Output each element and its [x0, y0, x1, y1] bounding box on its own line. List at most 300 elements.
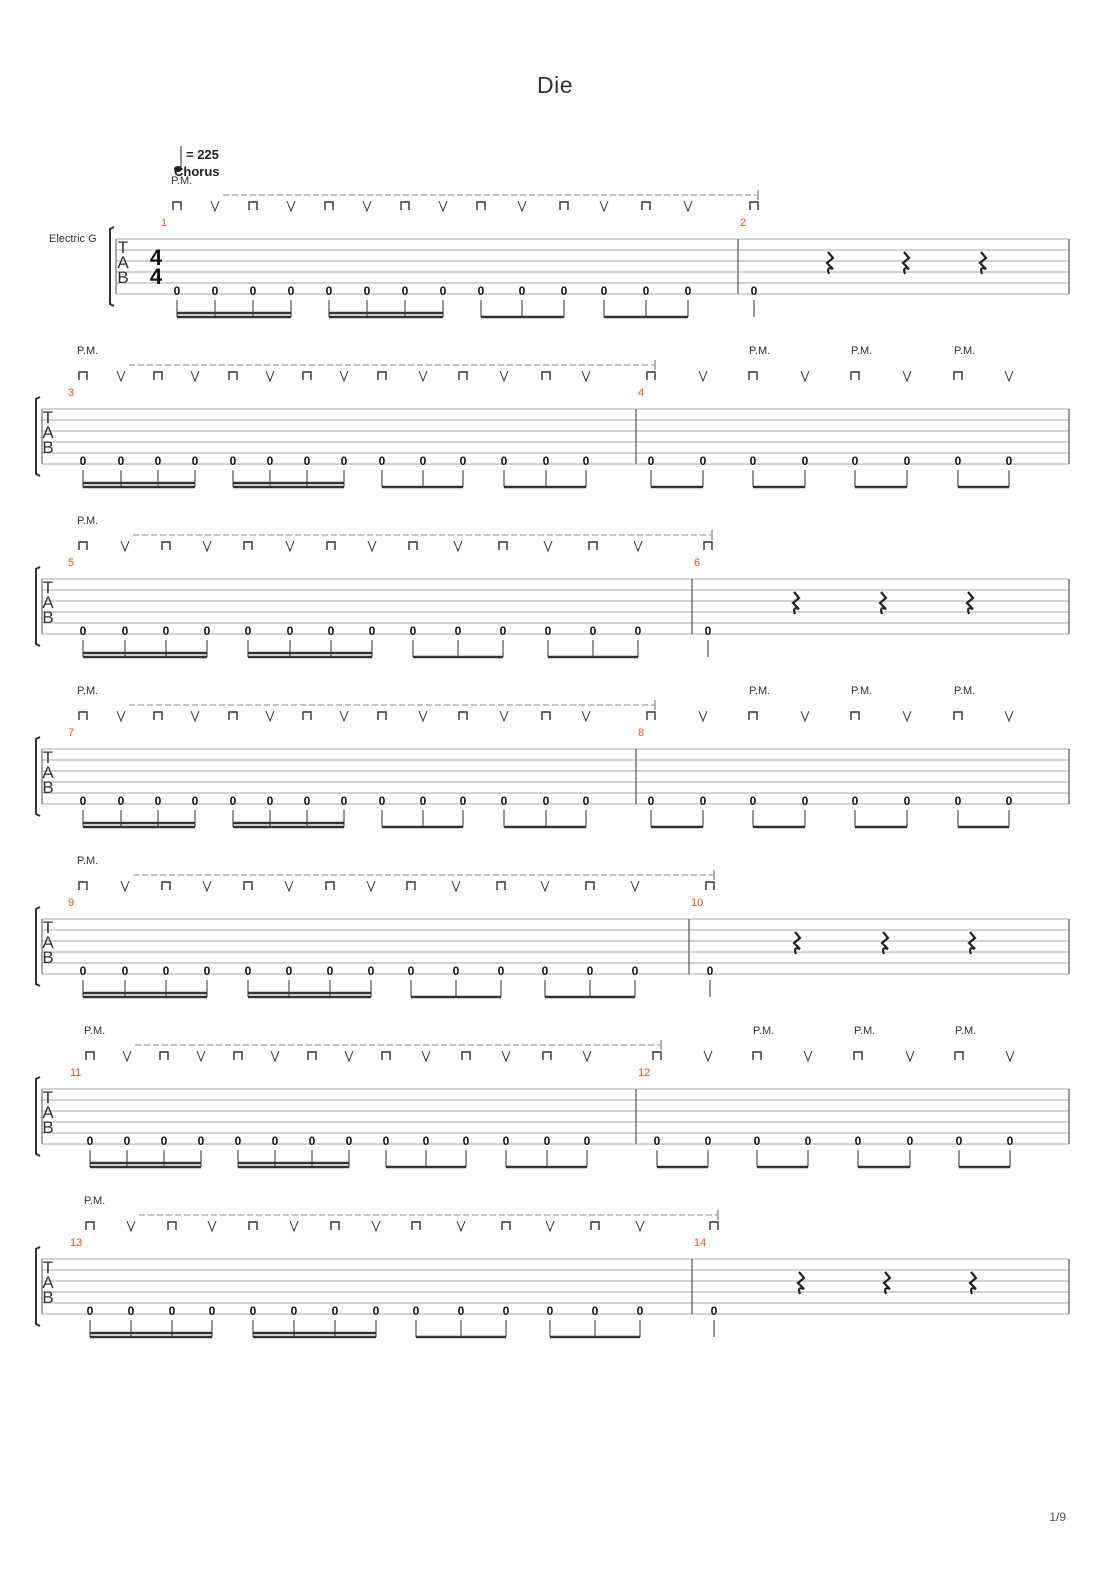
fret-number: 0 — [266, 454, 274, 468]
downstroke-icon — [79, 542, 87, 550]
system-bracket — [36, 737, 40, 816]
fret-number: 0 — [582, 794, 590, 808]
upstroke-icon — [340, 711, 348, 721]
fret-number: 0 — [854, 1134, 862, 1148]
upstroke-icon — [419, 711, 427, 721]
downstroke-icon — [401, 202, 409, 210]
fret-number: 0 — [419, 454, 427, 468]
fret-number: 0 — [636, 1304, 644, 1318]
fret-number: 0 — [801, 454, 809, 468]
quarter-rest-icon — [794, 932, 800, 954]
tab-clef-letter: B — [42, 948, 54, 967]
measure-number: 14 — [694, 1237, 707, 1249]
fret-number: 0 — [303, 454, 311, 468]
system-bracket — [36, 567, 40, 646]
fret-number: 0 — [160, 1134, 168, 1148]
fret-number: 0 — [954, 454, 962, 468]
upstroke-icon — [582, 711, 590, 721]
fret-number: 0 — [499, 624, 507, 638]
downstroke-icon — [154, 712, 162, 720]
downstroke-icon — [954, 712, 962, 720]
tab-clef-letter: T — [42, 918, 54, 937]
tab-clef-letter: T — [117, 238, 129, 257]
quarter-rest-icon — [980, 252, 986, 274]
fret-number: 0 — [197, 1134, 205, 1148]
upstroke-icon — [801, 371, 809, 381]
upstroke-icon — [699, 711, 707, 721]
fret-number: 0 — [422, 1134, 430, 1148]
downstroke-icon — [168, 1222, 176, 1230]
fret-number: 0 — [634, 624, 642, 638]
downstroke-icon — [162, 542, 170, 550]
fret-number: 0 — [851, 454, 859, 468]
fret-number: 0 — [749, 454, 757, 468]
fret-number: 0 — [750, 284, 758, 298]
downstroke-icon — [378, 372, 386, 380]
tab-clef-letter: B — [42, 1288, 54, 1307]
tab-clef-letter: A — [42, 933, 54, 952]
upstroke-icon — [546, 1221, 554, 1231]
fret-number: 0 — [368, 624, 376, 638]
upstroke-icon — [191, 711, 199, 721]
tab-clef-letter: B — [42, 778, 54, 797]
fret-number: 0 — [345, 1134, 353, 1148]
palm-mute-label: P.M. — [749, 345, 771, 357]
fret-number: 0 — [546, 1304, 554, 1318]
fret-number: 0 — [287, 284, 295, 298]
fret-number: 0 — [500, 794, 508, 808]
upstroke-icon — [1005, 711, 1013, 721]
fret-number: 0 — [462, 1134, 470, 1148]
fret-number: 0 — [401, 284, 409, 298]
palm-mute-label: P.M. — [954, 685, 976, 697]
measure-number: 8 — [638, 727, 645, 739]
fret-number: 0 — [699, 454, 707, 468]
measure-number: 11 — [70, 1067, 82, 1079]
downstroke-icon — [851, 372, 859, 380]
fret-number: 0 — [710, 1304, 718, 1318]
fret-number: 0 — [502, 1304, 510, 1318]
fret-number: 0 — [162, 964, 170, 978]
system-bracket — [36, 397, 40, 476]
fret-number: 0 — [704, 1134, 712, 1148]
upstroke-icon — [452, 881, 460, 891]
upstroke-icon — [127, 1221, 135, 1231]
tab-clef-letter: T — [42, 1258, 54, 1277]
fret-number: 0 — [229, 454, 237, 468]
upstroke-icon — [906, 1051, 914, 1061]
fret-number: 0 — [208, 1304, 216, 1318]
palm-mute-label: P.M. — [77, 515, 99, 527]
fret-number: 0 — [86, 1134, 94, 1148]
upstroke-icon — [191, 371, 199, 381]
fret-number: 0 — [906, 1134, 914, 1148]
tab-clef-letter: T — [42, 408, 54, 427]
fret-number: 0 — [127, 1304, 135, 1318]
fret-number: 0 — [327, 624, 335, 638]
tab-clef-letter: B — [42, 1118, 54, 1137]
measure-number: 6 — [694, 557, 701, 569]
downstroke-icon — [647, 712, 655, 720]
fret-number: 0 — [340, 794, 348, 808]
upstroke-icon — [363, 201, 371, 211]
upstroke-icon — [208, 1221, 216, 1231]
fret-number: 0 — [162, 624, 170, 638]
downstroke-icon — [749, 372, 757, 380]
measure-number: 12 — [638, 1067, 651, 1079]
tempo-marking: = 225 — [186, 147, 219, 162]
downstroke-icon — [653, 1052, 661, 1060]
fret-number: 0 — [121, 964, 129, 978]
section-marker: Chorus — [174, 164, 220, 179]
fret-number: 0 — [325, 284, 333, 298]
downstroke-icon — [542, 372, 550, 380]
system-bracket — [36, 907, 40, 986]
downstroke-icon — [586, 882, 594, 890]
fret-number: 0 — [407, 964, 415, 978]
fret-number: 0 — [173, 284, 181, 298]
downstroke-icon — [378, 712, 386, 720]
fret-number: 0 — [286, 624, 294, 638]
fret-number: 0 — [372, 1304, 380, 1318]
upstroke-icon — [903, 371, 911, 381]
palm-mute-label: P.M. — [753, 1025, 775, 1037]
fret-number: 0 — [1006, 1134, 1014, 1148]
fret-number: 0 — [331, 1304, 339, 1318]
fret-number: 0 — [583, 1134, 591, 1148]
upstroke-icon — [636, 1221, 644, 1231]
fret-number: 0 — [497, 964, 505, 978]
downstroke-icon — [326, 882, 334, 890]
fret-number: 0 — [79, 454, 87, 468]
downstroke-icon — [327, 542, 335, 550]
palm-mute-label: P.M. — [954, 345, 976, 357]
quarter-rest-icon — [880, 592, 886, 614]
fret-number: 0 — [271, 1134, 279, 1148]
downstroke-icon — [750, 202, 758, 210]
measure-number: 10 — [691, 897, 704, 909]
tab-clef-letter: T — [42, 1088, 54, 1107]
fret-number: 0 — [706, 964, 714, 978]
downstroke-icon — [79, 882, 87, 890]
upstroke-icon — [271, 1051, 279, 1061]
tab-clef-letter: B — [117, 268, 129, 287]
fret-number: 0 — [589, 624, 597, 638]
fret-number: 0 — [459, 794, 467, 808]
fret-number: 0 — [378, 454, 386, 468]
downstroke-icon — [704, 542, 712, 550]
quarter-rest-icon — [970, 1272, 976, 1294]
time-signature-numerator: 4 — [149, 245, 163, 270]
fret-number: 0 — [804, 1134, 812, 1148]
palm-mute-label: P.M. — [84, 1195, 106, 1207]
downstroke-icon — [303, 712, 311, 720]
fret-number: 0 — [582, 454, 590, 468]
fret-number: 0 — [191, 794, 199, 808]
tab-clef-letter: A — [42, 593, 54, 612]
downstroke-icon — [331, 1222, 339, 1230]
fret-number: 0 — [340, 454, 348, 468]
fret-number: 0 — [753, 1134, 761, 1148]
fret-number: 0 — [367, 964, 375, 978]
downstroke-icon — [854, 1052, 862, 1060]
downstroke-icon — [497, 882, 505, 890]
upstroke-icon — [117, 711, 125, 721]
instrument-name: Electric G — [49, 233, 97, 245]
fret-number: 0 — [266, 794, 274, 808]
tab-clef-letter: A — [117, 253, 129, 272]
fret-number: 0 — [363, 284, 371, 298]
downstroke-icon — [589, 542, 597, 550]
fret-number: 0 — [168, 1304, 176, 1318]
quarter-rest-icon — [793, 592, 799, 614]
downstroke-icon — [706, 882, 714, 890]
downstroke-icon — [244, 882, 252, 890]
upstroke-icon — [634, 541, 642, 551]
fret-number: 0 — [378, 794, 386, 808]
fret-number: 0 — [542, 794, 550, 808]
fret-number: 0 — [121, 624, 129, 638]
fret-number: 0 — [229, 794, 237, 808]
fret-number: 0 — [647, 794, 655, 808]
upstroke-icon — [422, 1051, 430, 1061]
fret-number: 0 — [382, 1134, 390, 1148]
upstroke-icon — [367, 881, 375, 891]
palm-mute-label: P.M. — [77, 855, 99, 867]
upstroke-icon — [290, 1221, 298, 1231]
fret-number: 0 — [642, 284, 650, 298]
upstroke-icon — [600, 201, 608, 211]
downstroke-icon — [86, 1222, 94, 1230]
downstroke-icon — [459, 372, 467, 380]
fret-number: 0 — [79, 964, 87, 978]
tab-clef-letter: T — [42, 748, 54, 767]
downstroke-icon — [173, 202, 181, 210]
measure-number: 9 — [68, 897, 75, 909]
fret-number: 0 — [500, 454, 508, 468]
upstroke-icon — [287, 201, 295, 211]
downstroke-icon — [162, 882, 170, 890]
upstroke-icon — [582, 371, 590, 381]
fret-number: 0 — [684, 284, 692, 298]
palm-mute-label: P.M. — [854, 1025, 876, 1037]
upstroke-icon — [439, 201, 447, 211]
downstroke-icon — [642, 202, 650, 210]
upstroke-icon — [368, 541, 376, 551]
fret-number: 0 — [518, 284, 526, 298]
upstroke-icon — [502, 1051, 510, 1061]
upstroke-icon — [500, 711, 508, 721]
upstroke-icon — [454, 541, 462, 551]
fret-number: 0 — [123, 1134, 131, 1148]
fret-number: 0 — [86, 1304, 94, 1318]
fret-number: 0 — [79, 794, 87, 808]
palm-mute-label: P.M. — [955, 1025, 977, 1037]
fret-number: 0 — [409, 624, 417, 638]
tab-clef-letter: B — [42, 438, 54, 457]
tab-clef-letter: A — [42, 763, 54, 782]
upstroke-icon — [121, 881, 129, 891]
upstroke-icon — [203, 541, 211, 551]
upstroke-icon — [123, 1051, 131, 1061]
downstroke-icon — [647, 372, 655, 380]
system-bracket — [36, 1077, 40, 1156]
quarter-rest-icon — [827, 252, 833, 274]
downstroke-icon — [502, 1222, 510, 1230]
time-signature-denominator: 4 — [149, 264, 163, 289]
downstroke-icon — [412, 1222, 420, 1230]
fret-number: 0 — [203, 964, 211, 978]
tab-clef-letter: B — [42, 608, 54, 627]
fret-number: 0 — [544, 624, 552, 638]
fret-number: 0 — [1005, 794, 1013, 808]
upstroke-icon — [197, 1051, 205, 1061]
measure-number: 5 — [68, 557, 75, 569]
downstroke-icon — [154, 372, 162, 380]
upstroke-icon — [285, 881, 293, 891]
downstroke-icon — [851, 712, 859, 720]
fret-number: 0 — [234, 1134, 242, 1148]
upstroke-icon — [345, 1051, 353, 1061]
quarter-rest-icon — [798, 1272, 804, 1294]
downstroke-icon — [303, 372, 311, 380]
fret-number: 0 — [419, 794, 427, 808]
palm-mute-label: P.M. — [171, 175, 193, 187]
downstroke-icon — [459, 712, 467, 720]
fret-number: 0 — [457, 1304, 465, 1318]
upstroke-icon — [804, 1051, 812, 1061]
downstroke-icon — [955, 1052, 963, 1060]
fret-number: 0 — [699, 794, 707, 808]
fret-number: 0 — [290, 1304, 298, 1318]
upstroke-icon — [457, 1221, 465, 1231]
tab-clef-letter: A — [42, 1273, 54, 1292]
system-bracket — [36, 1247, 40, 1326]
quarter-rest-icon — [967, 592, 973, 614]
palm-mute-label: P.M. — [851, 345, 873, 357]
measure-number: 1 — [161, 217, 168, 229]
fret-number: 0 — [477, 284, 485, 298]
upstroke-icon — [340, 371, 348, 381]
downstroke-icon — [308, 1052, 316, 1060]
fret-number: 0 — [954, 794, 962, 808]
quarter-rest-icon — [903, 252, 909, 274]
fret-number: 0 — [704, 624, 712, 638]
fret-number: 0 — [749, 794, 757, 808]
fret-number: 0 — [154, 454, 162, 468]
upstroke-icon — [583, 1051, 591, 1061]
fret-number: 0 — [903, 454, 911, 468]
upstroke-icon — [541, 881, 549, 891]
measure-number: 3 — [68, 387, 75, 399]
downstroke-icon — [591, 1222, 599, 1230]
upstroke-icon — [699, 371, 707, 381]
upstroke-icon — [704, 1051, 712, 1061]
fret-number: 0 — [79, 624, 87, 638]
fret-number: 0 — [851, 794, 859, 808]
downstroke-icon — [234, 1052, 242, 1060]
fret-number: 0 — [591, 1304, 599, 1318]
fret-number: 0 — [631, 964, 639, 978]
downstroke-icon — [382, 1052, 390, 1060]
fret-number: 0 — [308, 1134, 316, 1148]
fret-number: 0 — [502, 1134, 510, 1148]
measure-number: 4 — [638, 387, 645, 399]
downstroke-icon — [249, 202, 257, 210]
downstroke-icon — [244, 542, 252, 550]
fret-number: 0 — [452, 964, 460, 978]
downstroke-icon — [86, 1052, 94, 1060]
downstroke-icon — [229, 372, 237, 380]
downstroke-icon — [543, 1052, 551, 1060]
measure-number: 13 — [70, 1237, 83, 1249]
downstroke-icon — [560, 202, 568, 210]
fret-number: 0 — [154, 794, 162, 808]
fret-number: 0 — [191, 454, 199, 468]
downstroke-icon — [409, 542, 417, 550]
palm-mute-label: P.M. — [77, 345, 99, 357]
quarter-rest-icon — [882, 932, 888, 954]
downstroke-icon — [954, 372, 962, 380]
upstroke-icon — [1006, 1051, 1014, 1061]
tab-clef-letter: T — [42, 578, 54, 597]
fret-number: 0 — [543, 1134, 551, 1148]
fret-number: 0 — [542, 454, 550, 468]
fret-number: 0 — [647, 454, 655, 468]
fret-number: 0 — [459, 454, 467, 468]
upstroke-icon — [518, 201, 526, 211]
fret-number: 0 — [249, 1304, 257, 1318]
palm-mute-label: P.M. — [851, 685, 873, 697]
fret-number: 0 — [955, 1134, 963, 1148]
downstroke-icon — [462, 1052, 470, 1060]
upstroke-icon — [1005, 371, 1013, 381]
fret-number: 0 — [326, 964, 334, 978]
fret-number: 0 — [244, 964, 252, 978]
fret-number: 0 — [117, 454, 125, 468]
palm-mute-label: P.M. — [77, 685, 99, 697]
fret-number: 0 — [586, 964, 594, 978]
downstroke-icon — [542, 712, 550, 720]
downstroke-icon — [160, 1052, 168, 1060]
fret-number: 0 — [541, 964, 549, 978]
upstroke-icon — [801, 711, 809, 721]
upstroke-icon — [631, 881, 639, 891]
measure-number: 7 — [68, 727, 75, 739]
fret-number: 0 — [903, 794, 911, 808]
fret-number: 0 — [412, 1304, 420, 1318]
fret-number: 0 — [439, 284, 447, 298]
upstroke-icon — [266, 711, 274, 721]
downstroke-icon — [249, 1222, 257, 1230]
downstroke-icon — [753, 1052, 761, 1060]
upstroke-icon — [544, 541, 552, 551]
system-bracket — [110, 227, 114, 306]
fret-number: 0 — [653, 1134, 661, 1148]
palm-mute-label: P.M. — [749, 685, 771, 697]
downstroke-icon — [325, 202, 333, 210]
fret-number: 0 — [454, 624, 462, 638]
fret-number: 0 — [1005, 454, 1013, 468]
upstroke-icon — [500, 371, 508, 381]
page-number: 1/9 — [1049, 1510, 1066, 1524]
fret-number: 0 — [303, 794, 311, 808]
upstroke-icon — [286, 541, 294, 551]
downstroke-icon — [79, 712, 87, 720]
palm-mute-label: P.M. — [84, 1025, 106, 1037]
fret-number: 0 — [203, 624, 211, 638]
fret-number: 0 — [560, 284, 568, 298]
